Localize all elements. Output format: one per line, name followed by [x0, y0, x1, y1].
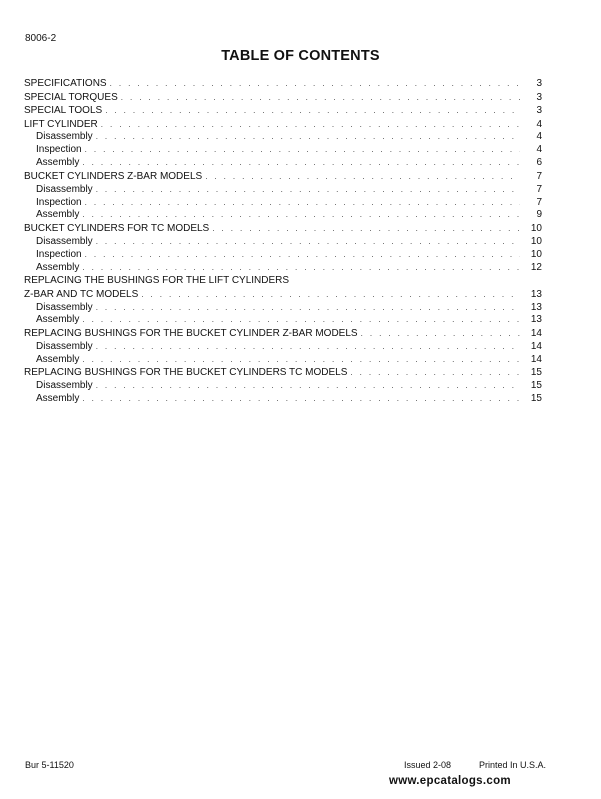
watermark-url: www.epcatalogs.com: [389, 775, 511, 787]
toc-page-number: 15: [530, 367, 542, 379]
table-of-contents: [24, 78, 542, 406]
footer-bur-number: Bur 5-11520: [25, 760, 74, 770]
toc-subentry[interactable]: [24, 314, 542, 327]
toc-page-number: 10: [530, 235, 542, 247]
toc-entry-label: Assembly: [36, 393, 80, 405]
toc-entry-label: Disassembly: [36, 301, 93, 313]
toc-page-number: 10: [530, 222, 542, 234]
toc-dot-leader: [361, 328, 520, 341]
toc-entry[interactable]: [24, 223, 542, 236]
toc-dot-leader: [121, 92, 520, 105]
toc-entry-label: BUCKET CYLINDERS FOR TC MODELS: [24, 222, 210, 234]
toc-page-number: 9: [536, 209, 542, 221]
toc-subentry[interactable]: [24, 157, 542, 170]
toc-page-number: 3: [536, 78, 542, 89]
toc-entry[interactable]: [24, 105, 542, 118]
toc-page-number: 14: [530, 327, 542, 339]
toc-page-number: 10: [530, 248, 542, 260]
toc-entry-label: BUCKET CYLINDERS Z-BAR MODELS: [24, 170, 203, 182]
toc-page-number: 4: [536, 118, 542, 130]
toc-dot-leader: [82, 262, 520, 275]
toc-entry-label: Inspection: [36, 248, 82, 260]
toc-entry-label: Assembly: [36, 209, 80, 221]
toc-dot-leader: [82, 157, 520, 170]
toc-dot-leader: [96, 131, 520, 144]
toc-entry[interactable]: [24, 171, 542, 184]
toc-dot-leader: [82, 354, 520, 367]
footer-printed-in: Printed In U.S.A.: [479, 760, 547, 770]
toc-subentry[interactable]: [24, 354, 542, 367]
toc-page-number: 13: [530, 314, 542, 326]
toc-entry-label: Disassembly: [36, 380, 93, 392]
toc-subentry[interactable]: [24, 144, 542, 157]
toc-page-number: 13: [530, 288, 542, 300]
toc-dot-leader: [82, 393, 520, 406]
toc-entry-label: REPLACING BUSHINGS FOR THE BUCKET CYLINDERS TC MODELS: [24, 367, 348, 379]
toc-page-number: 14: [530, 353, 542, 365]
toc-page-number: 15: [530, 393, 542, 405]
toc-page-number: 4: [536, 131, 542, 143]
toc-entry[interactable]: [24, 328, 542, 341]
page-title: TABLE OF CONTENTS: [221, 48, 380, 64]
toc-dot-leader: [82, 209, 520, 222]
toc-subentry[interactable]: [24, 393, 542, 406]
toc-dot-leader: [212, 223, 520, 236]
toc-dot-leader: [85, 144, 520, 157]
toc-entry-label: REPLACING BUSHINGS FOR THE BUCKET CYLINDER Z-BAR MODELS: [24, 327, 358, 339]
toc-dot-leader: [85, 249, 520, 262]
toc-entry-label: Z-BAR AND TC MODELS: [24, 288, 139, 300]
toc-page-number: 14: [530, 340, 542, 352]
toc-entry-label: LIFT CYLINDER: [24, 118, 98, 130]
toc-dot-leader: [85, 197, 520, 210]
toc-subentry[interactable]: [24, 341, 542, 354]
toc-subentry[interactable]: [24, 249, 542, 262]
toc-entry-label: Disassembly: [36, 131, 93, 143]
toc-entry-label: Inspection: [36, 196, 82, 208]
toc-entry-label: Disassembly: [36, 183, 93, 195]
toc-page-number: 6: [536, 157, 542, 169]
toc-dot-leader: [96, 236, 520, 249]
toc-dot-leader: [205, 171, 520, 184]
toc-subentry[interactable]: [24, 197, 542, 210]
footer-issued-date: Issued 2-08: [404, 760, 452, 770]
toc-subentry[interactable]: [24, 302, 542, 315]
toc-dot-leader: [96, 380, 520, 393]
toc-entry-label: SPECIAL TOOLS: [24, 105, 103, 116]
toc-entry[interactable]: [24, 289, 542, 302]
toc-dot-leader: [110, 78, 520, 91]
toc-dot-leader: [96, 341, 520, 354]
toc-subentry[interactable]: [24, 262, 542, 275]
toc-entry-label: Assembly: [36, 353, 80, 365]
toc-entry-label: SPECIAL TORQUES: [24, 91, 118, 103]
toc-page-number: 7: [536, 183, 542, 195]
toc-subentry[interactable]: [24, 380, 542, 393]
toc-entry-label: Inspection: [36, 144, 82, 156]
toc-entry[interactable]: [24, 119, 542, 132]
toc-page-number: 7: [536, 170, 542, 182]
toc-entry-label: Disassembly: [36, 235, 93, 247]
toc-page-number: 3: [536, 91, 542, 103]
toc-dot-leader: [96, 302, 520, 315]
toc-page-number: 3: [536, 105, 542, 116]
toc-entry[interactable]: [24, 367, 542, 380]
toc-page-number: 4: [536, 144, 542, 156]
toc-dot-leader: [96, 184, 520, 197]
toc-dot-leader: [141, 289, 520, 302]
toc-subentry[interactable]: [24, 184, 542, 197]
toc-dot-leader: [82, 314, 520, 327]
toc-entry-label: SPECIFICATIONS: [24, 78, 107, 89]
toc-entry-label: Assembly: [36, 261, 80, 273]
toc-dot-leader: [105, 105, 520, 118]
toc-entry-label: Assembly: [36, 314, 80, 326]
toc-entry-label: REPLACING THE BUSHINGS FOR THE LIFT CYLINDERS: [24, 275, 290, 287]
toc-subentry[interactable]: [24, 236, 542, 249]
toc-entry[interactable]: [24, 78, 542, 91]
toc-entry[interactable]: [24, 92, 542, 105]
toc-entry-label: Disassembly: [36, 340, 93, 352]
toc-subentry[interactable]: [24, 131, 542, 144]
toc-page-number: 12: [530, 261, 542, 273]
document-number: 8006-2: [25, 33, 57, 44]
toc-entry-label: Assembly: [36, 157, 80, 169]
toc-subentry[interactable]: [24, 209, 542, 222]
toc-dot-leader: [350, 367, 520, 380]
toc-page-number: 13: [530, 301, 542, 313]
toc-page-number: 7: [536, 196, 542, 208]
toc-entry[interactable]: [24, 275, 542, 288]
toc-page-number: 15: [530, 380, 542, 392]
toc-dot-leader: [101, 119, 520, 132]
